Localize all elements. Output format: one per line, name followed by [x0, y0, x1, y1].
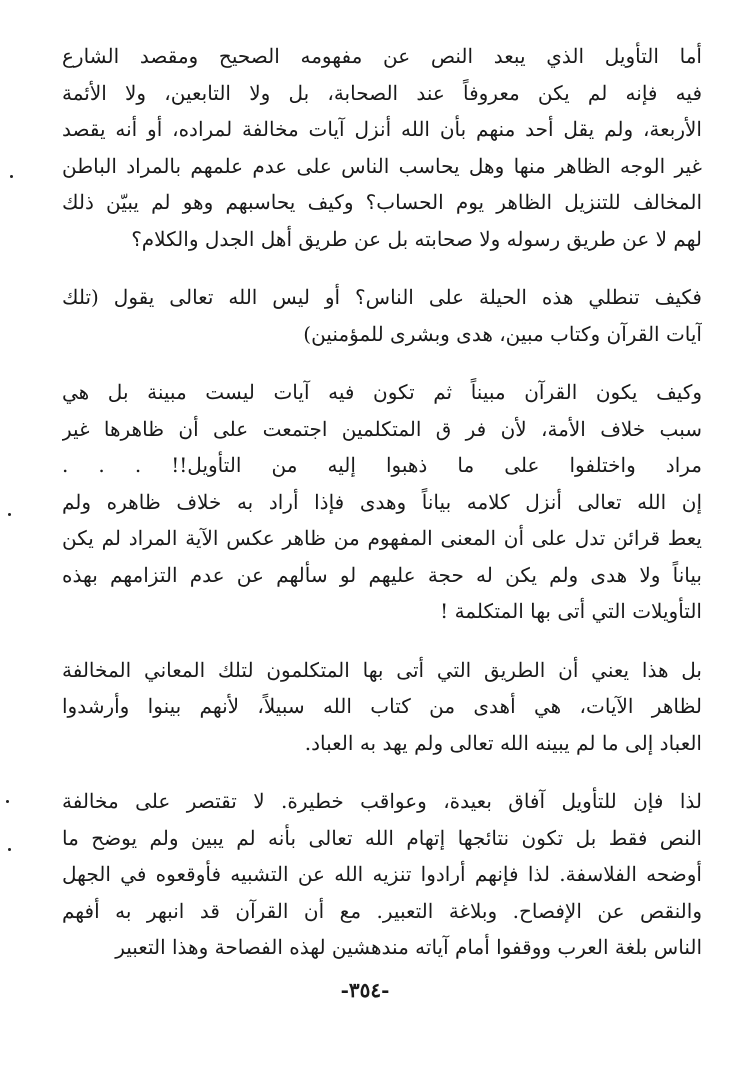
- text-line: لهم لا عن طريق رسوله ولا صحابته بل عن طريق أهل الجدل والكلام؟: [131, 226, 702, 251]
- paragraph: [62, 38, 702, 257]
- text-line: آيات القرآن وكتاب مبين، هدى وبشرى للمؤمنين): [303, 321, 702, 346]
- text-line: العباد إلى ما لم يبينه الله تعالى ولم يهد به العباد.: [304, 730, 702, 755]
- text-line: يعط قرائن تدل على أن المعنى المفهوم من ظاهر عكس الآية المراد لم يكن: [62, 526, 702, 550]
- paragraph: [62, 783, 702, 966]
- page-body: [62, 38, 702, 988]
- text-line: وكيف يكون القرآن مبيناً ثم تكون فيه آيات ليست مبينة بل هي: [62, 380, 702, 404]
- text-line: غير الوجه الظاهر منها وهل يحاسب الناس على عدم علمهم بالمراد الباطن: [62, 153, 702, 178]
- page-number: -٣٥٤-: [340, 978, 390, 1002]
- paragraph: [62, 279, 702, 352]
- paragraph: [62, 652, 702, 762]
- text-line: أما التأويل الذي يبعد النص عن مفهومه الصحيح ومقصد الشارع: [62, 44, 702, 68]
- text-line: أوضحه الفلاسفة. لذا فإنهم أرادوا تنزيه الله عن التشبيه فأوقعوه في الجهل: [62, 862, 702, 886]
- margin-mark: [8, 513, 11, 516]
- text-line: والنقص عن الإفصاح. وبلاغة التعبير. مع أن القرآن قد انبهر به أفهم: [62, 898, 702, 923]
- margin-mark: [6, 800, 9, 803]
- text-line: لذا فإن للتأويل آفاق بعيدة، وعواقب خطيرة. لا تقتصر على مخالفة: [62, 789, 702, 813]
- text-line: التأويلات التي أتى بها المتكلمة !: [440, 599, 702, 623]
- text-line: المخالف للتنزيل الظاهر يوم الحساب؟ وكيف يحاسبهم وهو لم يبيّن ذلك: [62, 190, 702, 214]
- text-line: إن الله تعالى أنزل كلامه بياناً وهدى فإذا أراد به خلاف ظاهره ولم: [62, 489, 702, 514]
- margin-mark: [10, 175, 13, 178]
- text-line: مراد واختلفوا على ما ذهبوا إليه من التأويل!! . . .: [62, 453, 702, 477]
- text-line: فكيف تنطلي هذه الحيلة على الناس؟ أو ليس الله تعالى يقول (تلك: [62, 285, 702, 309]
- paragraph: [62, 374, 702, 630]
- text-line: بل هذا يعني أن الطريق التي أتى بها المتكلمون لتلك المعاني المخالفة: [62, 657, 702, 682]
- text-line: بياناً ولا هدى ولم يكن له حجة عليهم لو سألهم عن عدم التزامهم بهذه: [62, 562, 702, 587]
- text-line: الناس بلغة العرب ووقفوا أمام آياته مندهشين لهذه الفصاحة وهذا التعبير: [115, 935, 702, 959]
- text-line: لظاهر الآيات، هي أهدى من كتاب الله سبيلاً، لأنهم بينوا وأرشدوا: [62, 694, 702, 718]
- text-line: الأربعة، ولم يقل أحد منهم بأن الله أنزل آيات مخالفة لمراده، أو أنه يقصد: [62, 117, 702, 141]
- margin-mark: [8, 848, 11, 851]
- text-line: سبب خلاف الأمة، لأن فر ق المتكلمين اجتمعت على أن ظاهرها غير: [62, 416, 702, 441]
- text-line: فيه فإنه لم يكن معروفاً عند الصحابة، بل ولا التابعين، ولا الأئمة: [62, 80, 702, 105]
- text-line: النص فقط بل تكون نتائجها إتهام الله تعالى بأنه لم يبين ولم يوضح ما: [62, 825, 702, 850]
